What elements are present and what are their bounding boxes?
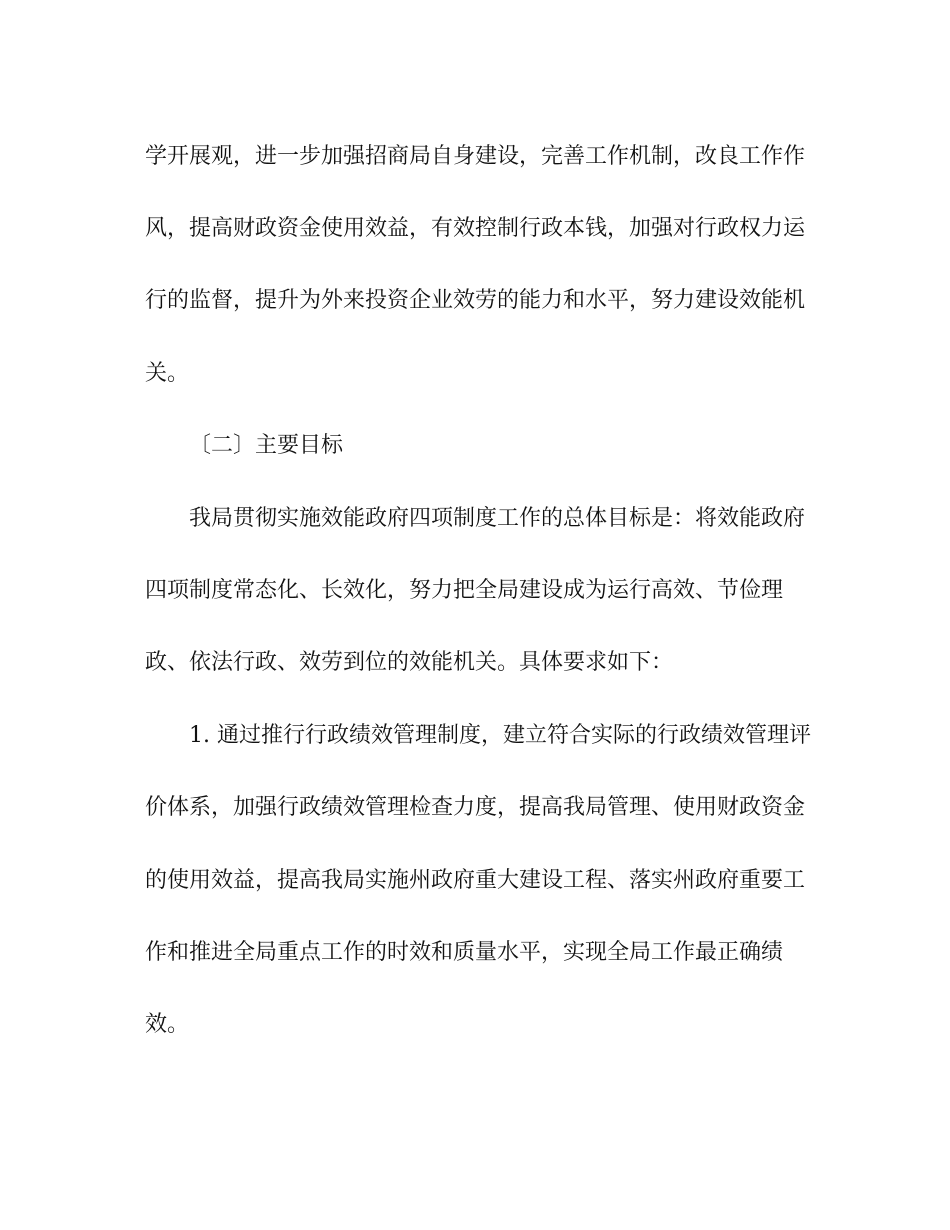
text-line: 学开展观，进一步加强招商局自身建设，完善工作机制，改良工作作 [145,144,806,169]
text-line: 我局贯彻实施效能政府四项制度工作的总体目标是：将效能政府 [189,506,806,531]
text-line: 政、依法行政、效劳到位的效能机关。具体要求如下： [145,650,674,675]
text-line: 关。 [145,361,190,386]
text-line: 四项制度常态化、长效化，努力把全局建设成为运行高效、节俭理 [145,578,784,603]
text-line: 价体系，加强行政绩效管理检查力度，提高我局管理、使用财政资金 [145,795,806,820]
text-line: 效。 [145,1012,190,1037]
text-line: 作和推进全局重点工作的时效和质量水平，实现全局工作最正确绩 [145,940,784,965]
list-item-text-line: 1. 通过推行行政绩效管理制度，建立符合实际的行政绩效管理评 [189,723,811,748]
text-line: 行的监督，提升为外来投资企业效劳的能力和水平，努力建设效能机 [145,288,806,313]
text-line: 的使用效益，提高我局实施州政府重大建设工程、落实州政府重要工 [145,868,806,893]
section-heading: 〔二〕主要目标 [189,433,344,458]
text-line: 风，提高财政资金使用效益，有效控制行政本钱，加强对行政权力运 [145,216,806,241]
